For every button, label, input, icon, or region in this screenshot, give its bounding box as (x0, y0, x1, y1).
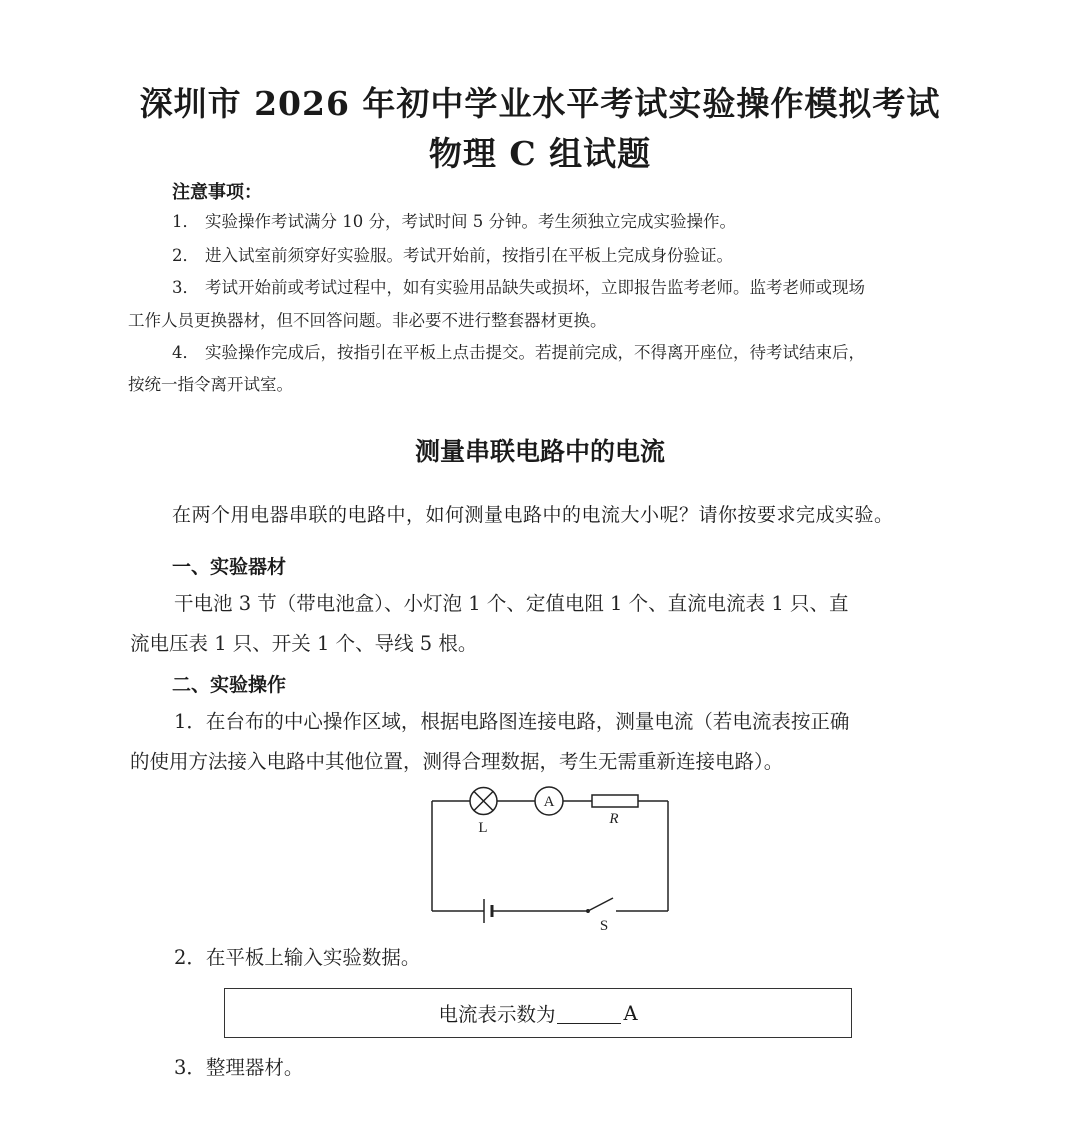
battery-symbol (484, 899, 492, 923)
answer-box (224, 988, 852, 1038)
step2-text: 2．在平板上输入实验数据。 (174, 946, 421, 969)
notice-item-4 (172, 337, 865, 369)
lamp-symbol (470, 788, 497, 815)
equipment-heading: 一、实验器材 (172, 556, 287, 578)
notice-item-3-cont: 工作人员更换器材，但不回答问题。非必要不进行整套器材更换。 (128, 311, 607, 330)
notice-item-3 (172, 272, 865, 304)
operation-heading: 二、实验操作 (172, 674, 287, 696)
notice-item-number: 4． (172, 343, 199, 362)
notice-item-4-cont: 按统一指令离开试室。 (128, 375, 293, 394)
notice-item-number: 2． (172, 246, 199, 265)
notice-item-text: 实验操作考试满分 10 分，考试时间 5 分钟。考生须独立完成实验操作。 (205, 212, 736, 231)
resistor-label: R (609, 811, 619, 827)
notice-item-2 (172, 240, 733, 272)
equipment-text-line2: 流电压表 1 只、开关 1 个、导线 5 根。 (130, 632, 478, 655)
notice-item-number: 1． (172, 212, 199, 231)
answer-unit: A (623, 1001, 638, 1025)
exam-title-line1: 深圳市 2026 年初中学业水平考试实验操作模拟考试 (139, 84, 941, 123)
step1-line1: 1．在台布的中心操作区域，根据电路图连接电路，测量电流（若电流表按正确 (174, 710, 850, 733)
exam-title-line2: 物理 C 组试题 (428, 134, 652, 173)
equipment-text-line1: 干电池 3 节（带电池盒）、小灯泡 1 个、定值电阻 1 个、直流电流表 1 只、直 (174, 592, 849, 615)
notice-item-number: 3． (172, 278, 199, 297)
switch-symbol (587, 898, 613, 912)
step3-text: 3．整理器材。 (174, 1056, 304, 1079)
experiment-title: 测量串联电路中的电流 (414, 437, 665, 466)
notice-heading: 注意事项： (172, 182, 262, 203)
switch-label: S (599, 918, 609, 934)
experiment-intro: 在两个用电器串联的电路中，如何测量电路中的电流大小呢？请你按要求完成实验。 (172, 504, 894, 526)
answer-prefix: 电流表示数为 (438, 1003, 556, 1026)
ammeter-label: A (543, 794, 555, 810)
notice-item-text: 实验操作完成后，按指引在平板上点击提交。若提前完成，不得离开座位，待考试结束后， (205, 343, 865, 362)
resistor-symbol (592, 795, 638, 807)
answer-blank[interactable] (557, 1003, 621, 1024)
notice-item-text: 进入试室前须穿好实验服。考试开始前，按指引在平板上完成身份验证。 (205, 246, 733, 265)
notice-item-1 (172, 206, 736, 238)
step1-line2: 的使用方法接入电路中其他位置，测得合理数据，考生无需重新连接电路）。 (130, 750, 784, 773)
circuit-diagram (420, 780, 680, 940)
notice-item-text: 考试开始前或考试过程中，如有实验用品缺失或损坏，立即报告监考老师。监考老师或现场 (205, 278, 865, 297)
lamp-label: L (478, 820, 488, 836)
